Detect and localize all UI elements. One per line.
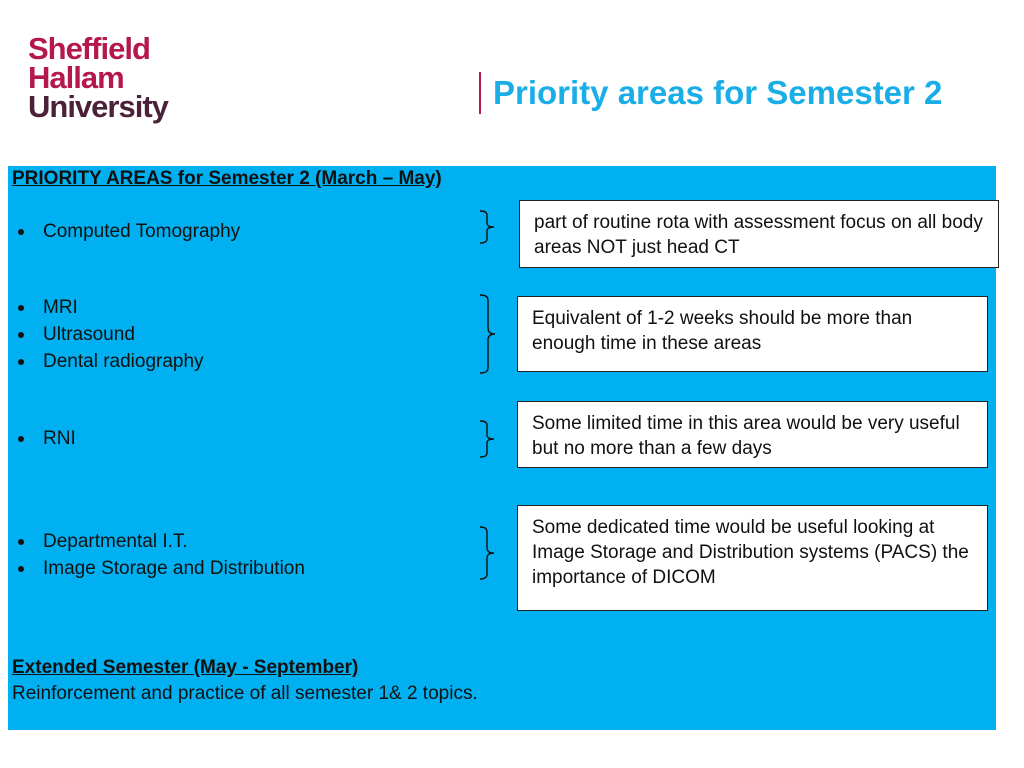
group-3-list (12, 425, 76, 452)
group-1-list (12, 218, 240, 245)
university-logo (28, 31, 168, 124)
note-text: Equivalent of 1-2 weeks should be more than enough time in these areas (532, 308, 913, 354)
extended-text: Reinforcement and practice of all semester 1& 2 topics. (12, 683, 478, 704)
note-text: Some dedicated time would be useful looking at Image Storage and Distribution systems (PACS) the importance of DICOM (532, 517, 969, 588)
brace-icon (476, 210, 504, 244)
list-item-label: MRI (43, 297, 78, 318)
brace-icon (476, 526, 504, 580)
list-item-label: Computed Tomography (43, 221, 241, 242)
list-item (12, 321, 204, 348)
bullet-icon (18, 359, 24, 365)
brace-icon (476, 294, 504, 374)
group-2-list (12, 294, 204, 375)
bullet-icon (18, 229, 24, 235)
list-item (12, 348, 204, 375)
list-item-label: Ultrasound (43, 324, 135, 345)
list-item-label: Departmental I.T. (43, 531, 188, 552)
bullet-icon (18, 305, 24, 311)
note-text: Some limited time in this area would be very useful but no more than a few days (532, 413, 960, 459)
extended-heading: Extended Semester (May - September) (12, 657, 359, 678)
note-box-4 (517, 505, 988, 611)
note-text: part of routine rota with assessment focus on all body areas NOT just head CT (534, 212, 983, 258)
note-box-1 (519, 200, 999, 268)
bullet-icon (18, 436, 24, 442)
list-item-label: Image Storage and Distribution (43, 558, 305, 579)
title-divider (479, 72, 481, 114)
list-item (12, 425, 76, 452)
logo-line-3: University (28, 89, 168, 124)
note-box-3 (517, 401, 988, 468)
bullet-icon (18, 332, 24, 338)
bullet-icon (18, 539, 24, 545)
list-item (12, 218, 240, 245)
list-item (12, 528, 305, 555)
list-item (12, 555, 305, 582)
list-item-label: Dental radiography (43, 351, 204, 372)
logo-line-1: Sheffield (28, 31, 150, 66)
list-item (12, 294, 204, 321)
note-box-2 (517, 296, 988, 372)
slide-title: Priority areas for Semester 2 (493, 74, 943, 111)
logo-line-2: Hallam (28, 60, 124, 95)
list-item-label: RNI (43, 428, 76, 449)
brace-icon (476, 420, 504, 458)
group-4-list (12, 528, 305, 582)
semester2-heading: PRIORITY AREAS for Semester 2 (March – May) (12, 168, 442, 189)
bullet-icon (18, 566, 24, 572)
